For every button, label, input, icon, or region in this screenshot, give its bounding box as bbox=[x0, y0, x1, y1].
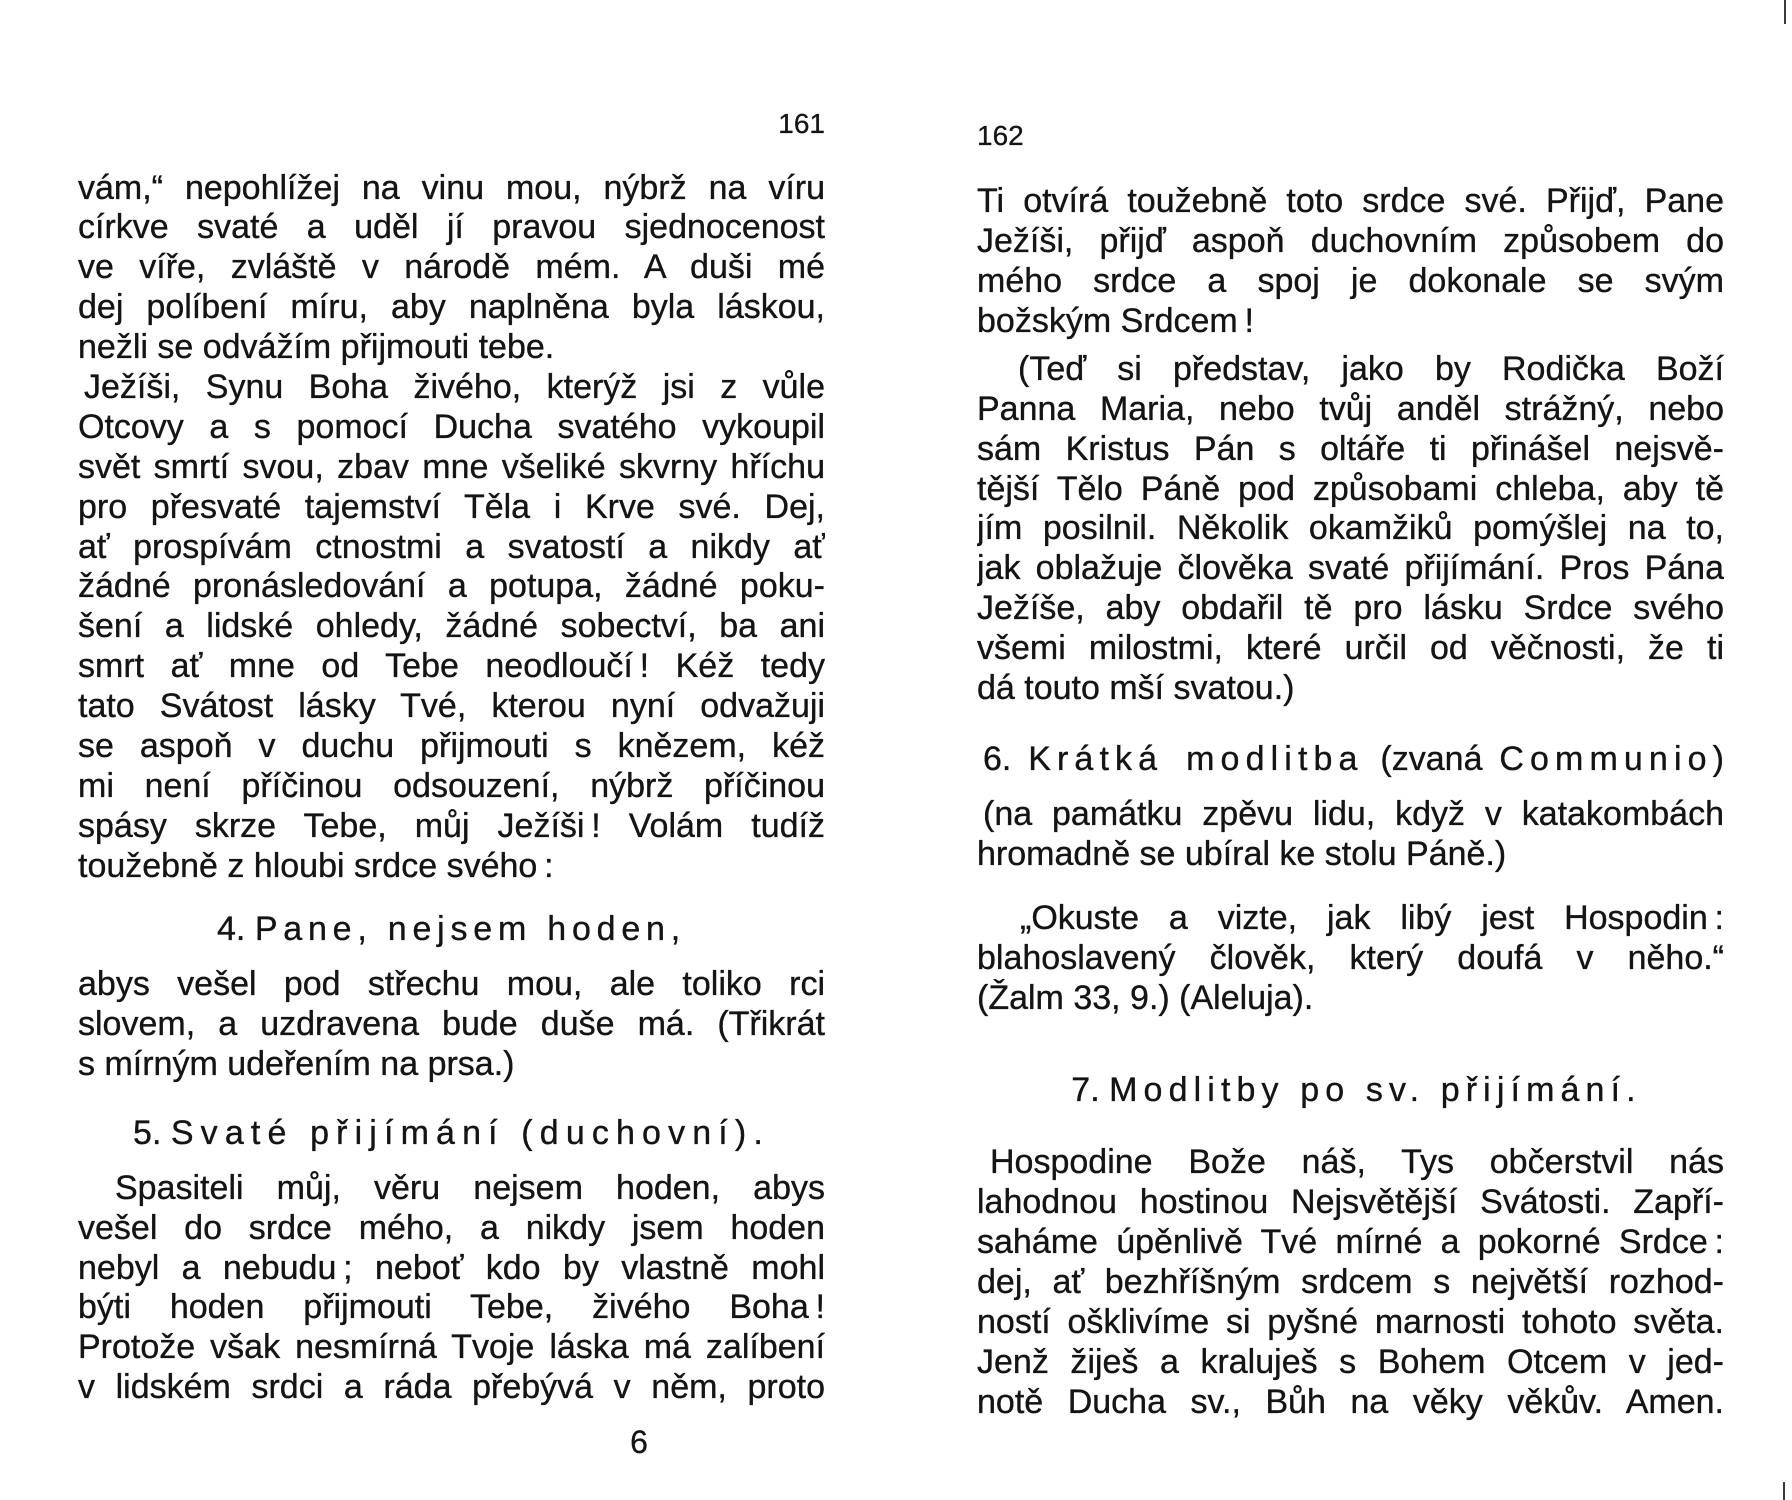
text-line: v lidském srdci a ráda přebývá v něm, proto bbox=[78, 1368, 825, 1407]
text-line: Spasiteli můj, věru nejsem hoden, abys bbox=[115, 1168, 825, 1207]
paragraph bbox=[78, 368, 825, 887]
text-line: sám Kristus Pán s oltáře ti přinášel nejsvě- bbox=[977, 429, 1724, 468]
text-line: abys vešel pod střechu mou, ale toliko rci bbox=[78, 965, 825, 1004]
text-line: mi není příčinou odsouzení, nýbrž příčinou bbox=[78, 766, 825, 805]
text-line: spásy skrze Tebe, můj Ježíši ! Volám tudíž bbox=[78, 806, 825, 845]
text-line: nežli se odvážím přijmouti tebe. bbox=[78, 328, 555, 367]
text-line: Ježíše, aby obdařil tě pro lásku Srdce svého bbox=[977, 589, 1724, 628]
text-line: Ježíši, Synu Boha živého, kterýž jsi z vůle bbox=[84, 367, 825, 406]
heading-note-close: ) bbox=[1712, 740, 1724, 779]
text-line: Panna Maria, nebo tvůj anděl strážný, nebo bbox=[977, 389, 1724, 428]
text-line: smrt ať mne od Tebe neodloučí ! Kéž tedy bbox=[78, 647, 825, 686]
text-line: Hospodine Bože náš, Tys občerstvil nás bbox=[990, 1143, 1724, 1182]
signature-mark: 6 bbox=[630, 1423, 648, 1460]
text-line: církve svaté a uděl jí pravou sjednocenost bbox=[78, 208, 825, 247]
text-line: toužebně z hloubi srdce svého : bbox=[78, 846, 554, 885]
paragraph bbox=[977, 899, 1724, 1019]
section-heading-5 bbox=[78, 1114, 825, 1154]
text-line: býti hoden přijmouti Tebe, živého Boha ! bbox=[78, 1288, 825, 1327]
heading-title: Krátká modlitba bbox=[1028, 740, 1364, 779]
text-line: ať prospívám ctnostmi a svatostí a nikdy ať bbox=[78, 527, 825, 566]
text-line: božským Srdcem ! bbox=[977, 301, 1254, 340]
text-line: „Okuste a vizte, jak libý jest Hospodin : bbox=[1020, 898, 1724, 937]
paragraph bbox=[78, 1169, 825, 1408]
heading-number: 5. bbox=[133, 1113, 162, 1152]
heading-number: 4. bbox=[217, 910, 246, 949]
paragraph bbox=[977, 1143, 1724, 1422]
scan-edge-mark bbox=[1783, 1482, 1785, 1500]
heading-title: Modlitby po sv. přijímání. bbox=[1109, 1071, 1642, 1110]
page-number-right: 162 bbox=[977, 119, 1024, 151]
text-line: ve víře, zvláště v národě mém. A duši mé bbox=[78, 248, 825, 287]
text-line: Ti otvírá toužebně toto srdce své. Přijď, Pane bbox=[977, 182, 1724, 221]
text-line: vešel do srdce mého, a nikdy jsem hoden bbox=[78, 1208, 825, 1247]
text-line: s mírným udeřením na prsa.) bbox=[78, 1045, 515, 1084]
text-line: mého srdce a spoj je dokonale se svým bbox=[977, 261, 1724, 300]
paragraph bbox=[78, 965, 825, 1085]
heading-note-open: (zvaná bbox=[1380, 740, 1483, 779]
text-line: tější Tělo Páně pod způsobami chleba, aby tě bbox=[977, 469, 1724, 508]
text-line: jak oblažuje člověka svaté přijímání. Pros Pána bbox=[977, 549, 1724, 588]
text-line: (Žalm 33, 9.) (Aleluja). bbox=[977, 978, 1314, 1017]
text-line: notě Ducha sv., Bůh na věky věkův. Amen. bbox=[977, 1382, 1724, 1421]
text-line: tato Svátost lásky Tvé, kterou nyní odvažuji bbox=[78, 687, 825, 726]
text-line: Ježíši, přijď aspoň duchovním způsobem do bbox=[977, 222, 1724, 261]
text-line: Protože však nesmírná Tvoje láska má zalíbení bbox=[78, 1328, 825, 1367]
text-line: blahoslavený člověk, který doufá v něho.“ bbox=[977, 938, 1724, 977]
heading-number: 7. bbox=[1071, 1071, 1100, 1110]
text-line: nebyl a nebudu ; neboť kdo by vlastně mohl bbox=[78, 1248, 825, 1287]
heading-note-word: Communio bbox=[1499, 740, 1713, 779]
right-page bbox=[977, 182, 1724, 1422]
text-line: žádné pronásledování a potupa, žádné poku- bbox=[78, 567, 825, 606]
text-line: jím posilnil. Několik okamžiků pomýšlej na to, bbox=[977, 509, 1724, 548]
text-line: Jenž žiješ a kraluješ s Bohem Otcem v jed- bbox=[977, 1342, 1724, 1381]
scan-edge-mark bbox=[1784, 0, 1786, 24]
page-number-left: 161 bbox=[778, 107, 825, 139]
heading-title: Pane, nejsem hoden, bbox=[254, 910, 686, 949]
text-line: ností ošklivíme si pyšné marnosti tohoto světa. bbox=[977, 1302, 1724, 1341]
paragraph bbox=[977, 182, 1724, 342]
text-line: vám,“ nepohlížej na vinu mou, nýbrž na víru bbox=[78, 168, 825, 207]
text-line: lahodnou hostinou Nejsvětější Svátosti. Zapří- bbox=[977, 1183, 1724, 1222]
text-line: se aspoň v duchu přijmouti s knězem, kéž bbox=[78, 726, 825, 765]
paragraph bbox=[78, 169, 825, 368]
text-line: dej políbení míru, aby naplněna byla láskou, bbox=[78, 288, 825, 327]
section-heading-7 bbox=[977, 1071, 1724, 1111]
text-line: šení a lidské ohledy, žádné sobectví, ba ani bbox=[78, 607, 825, 646]
heading-title: Svaté přijímání (duchovní). bbox=[170, 1113, 770, 1152]
left-page bbox=[78, 169, 825, 1409]
paragraph bbox=[977, 795, 1724, 875]
section-heading-6 bbox=[977, 740, 1724, 780]
text-line: (Teď si představ, jako by Rodička Boží bbox=[1018, 349, 1724, 388]
paragraph bbox=[977, 350, 1724, 709]
section-heading-4 bbox=[78, 910, 825, 950]
text-line: svět smrtí svou, zbav mne všeliké skvrny hříchu bbox=[78, 447, 825, 486]
text-line: dej, ať bezhříšným srdcem s největší rozhod- bbox=[977, 1263, 1724, 1302]
text-line: Otcovy a s pomocí Ducha svatého vykoupil bbox=[78, 407, 825, 446]
text-line: (na památku zpěvu lidu, když v katakombách bbox=[983, 795, 1724, 834]
text-line: dá touto mší svatou.) bbox=[977, 668, 1295, 707]
heading-number: 6. bbox=[983, 740, 1012, 779]
text-line: saháme úpěnlivě Tvé mírné a pokorné Srdce : bbox=[977, 1223, 1724, 1262]
text-line: pro přesvaté tajemství Těla i Krve své. Dej, bbox=[78, 487, 825, 526]
text-line: všemi milostmi, které určil od věčnosti, že ti bbox=[977, 629, 1724, 668]
text-line: slovem, a uzdravena bude duše má. (Třikrát bbox=[78, 1005, 825, 1044]
text-line: hromadně se ubíral ke stolu Páně.) bbox=[977, 835, 1507, 874]
